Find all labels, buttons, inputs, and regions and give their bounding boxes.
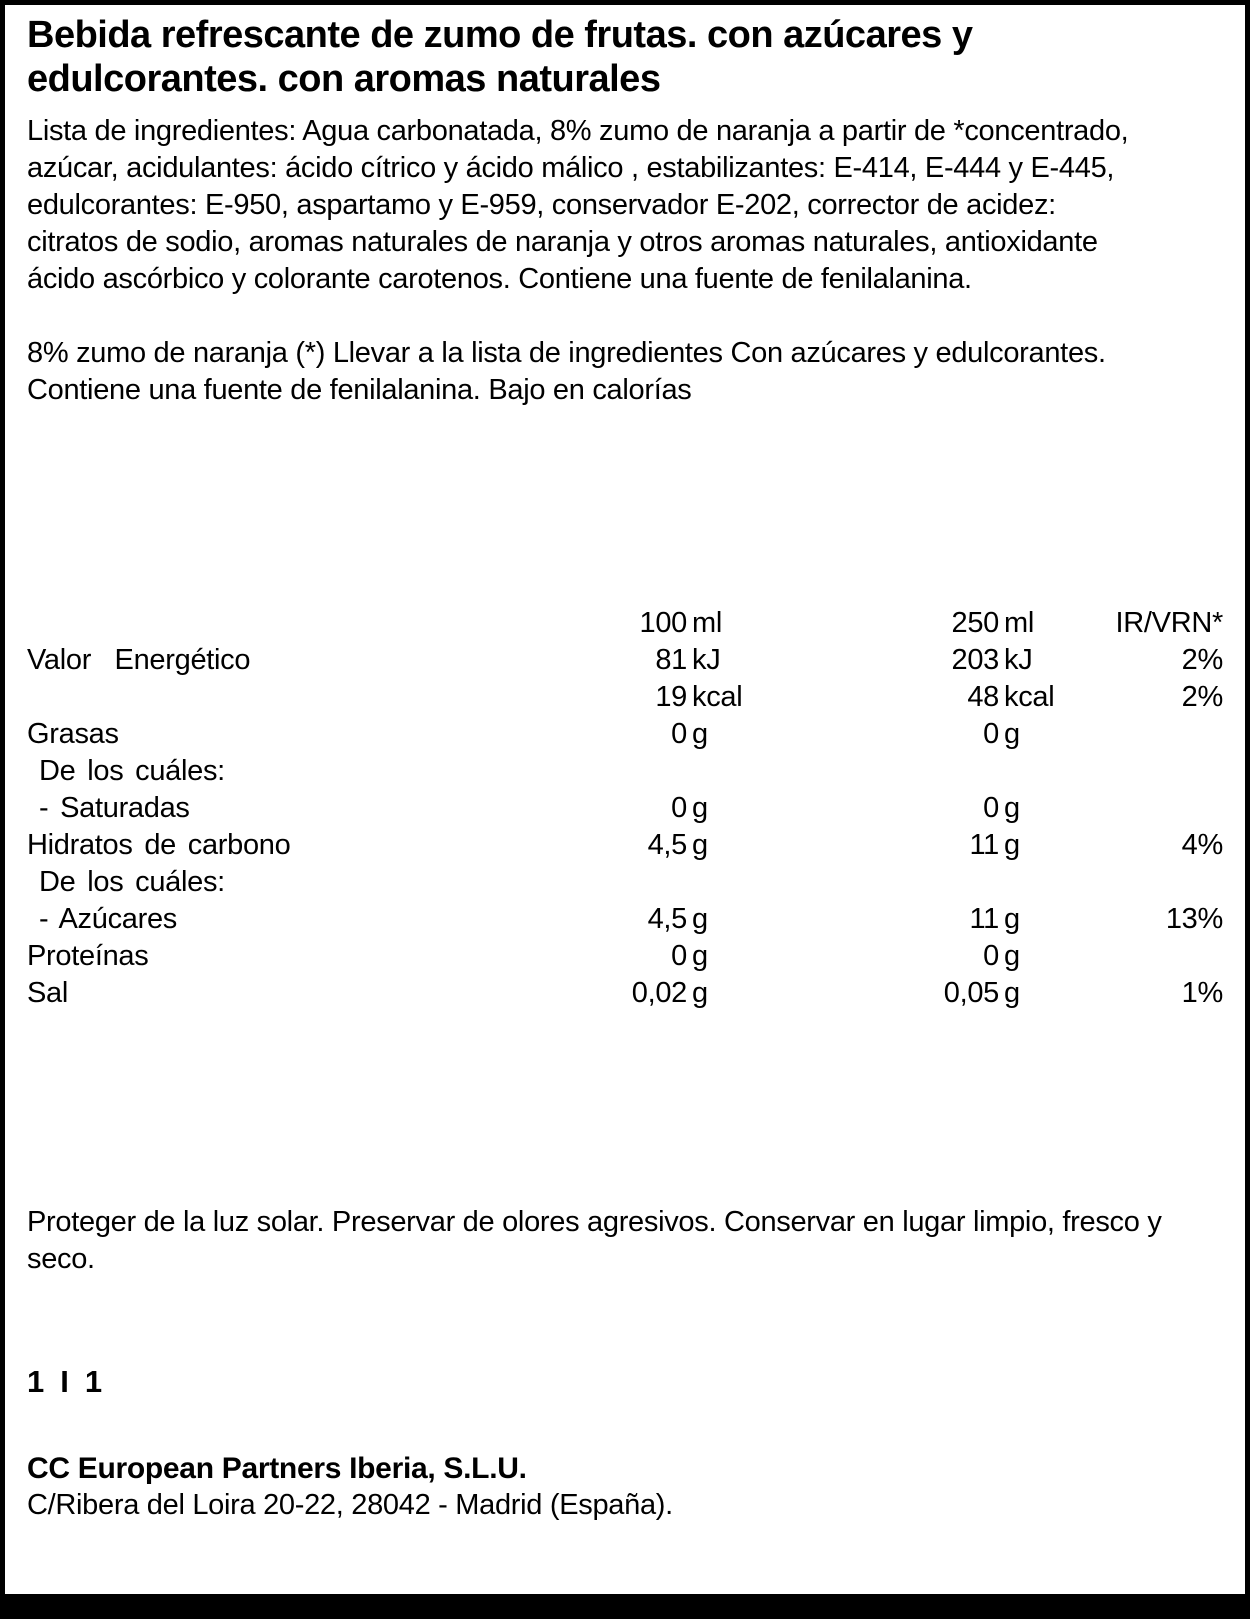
value-100ml: 0 bbox=[671, 940, 687, 972]
value-100ml: 81 bbox=[655, 644, 687, 676]
value-250ml bbox=[779, 864, 999, 901]
company-name: CC European Partners Iberia, S.L.U. bbox=[27, 1452, 527, 1485]
claims-text: 8% zumo de naranja (*) Llevar a la lista de ingredientes Con azúcares y edulcorantes. Contiene una fuente de fenilalanina. Bajo en calorías bbox=[27, 337, 1106, 406]
unit-250ml: kcal bbox=[1004, 681, 1055, 713]
ri-percent bbox=[1091, 790, 1223, 827]
table-row-carbohydrate bbox=[27, 827, 1223, 864]
header-serving-250-unit: ml bbox=[1004, 607, 1035, 639]
nutrient-label: Sal bbox=[27, 977, 69, 1009]
ri-percent bbox=[1091, 864, 1223, 901]
table-row-sugars bbox=[27, 901, 1223, 938]
unit-250ml bbox=[999, 864, 1091, 901]
header-serving-100-value: 100 bbox=[639, 607, 687, 639]
table-header-row bbox=[27, 605, 1223, 642]
nutrient-label: Grasas bbox=[27, 718, 119, 750]
unit-100ml: g bbox=[692, 903, 708, 935]
nutrient-label: De los cuáles: bbox=[39, 755, 225, 787]
unit-250ml: g bbox=[1004, 829, 1020, 861]
value-250ml: 0 bbox=[983, 940, 999, 972]
unit-100ml: kJ bbox=[692, 644, 721, 676]
unit-100ml: g bbox=[692, 792, 708, 824]
value-100ml bbox=[447, 864, 687, 901]
value-250ml: 0 bbox=[983, 718, 999, 750]
unit-100ml bbox=[687, 864, 779, 901]
nutrient-label: - Saturadas bbox=[39, 792, 190, 824]
value-100ml: 19 bbox=[655, 681, 687, 713]
nutrient-label: Hidratos de carbono bbox=[27, 829, 291, 861]
table-row-of-which-carbs bbox=[27, 864, 1223, 901]
table-row-saturates bbox=[27, 790, 1223, 827]
ri-percent bbox=[1091, 938, 1223, 975]
header-spacer bbox=[27, 605, 447, 642]
unit-250ml bbox=[999, 753, 1091, 790]
table-row-salt bbox=[27, 975, 1223, 1012]
value-100ml bbox=[447, 753, 687, 790]
unit-250ml: kJ bbox=[1004, 644, 1033, 676]
header-serving-250-value: 250 bbox=[951, 607, 999, 639]
unit-250ml: g bbox=[1004, 940, 1020, 972]
header-serving-100-unit: ml bbox=[692, 607, 723, 639]
value-100ml: 4,5 bbox=[647, 903, 687, 935]
value-100ml: 0 bbox=[671, 718, 687, 750]
nutrition-facts-table bbox=[27, 605, 1223, 1012]
ri-percent bbox=[1091, 716, 1223, 753]
unit-100ml: g bbox=[692, 940, 708, 972]
unit-100ml: g bbox=[692, 718, 708, 750]
value-100ml: 0 bbox=[671, 792, 687, 824]
value-250ml: 11 bbox=[969, 903, 999, 935]
nutrient-label bbox=[27, 679, 447, 716]
header-ri-label: IR/VRN* bbox=[1115, 607, 1223, 639]
page-title: Bebida refrescante de zumo de frutas. con azúcares y edulcorantes. con aromas naturales bbox=[27, 14, 973, 100]
unit-250ml: g bbox=[1004, 903, 1020, 935]
unit-100ml: g bbox=[692, 977, 708, 1009]
storage-instructions: Proteger de la luz solar. Preservar de olores agresivos. Conservar en lugar limpio, fresco y seco. bbox=[27, 1206, 1162, 1275]
table-row-energy-kj bbox=[27, 642, 1223, 679]
unit-250ml: g bbox=[1004, 792, 1020, 824]
unit-250ml: g bbox=[1004, 718, 1020, 750]
value-250ml: 203 bbox=[951, 644, 999, 676]
value-250ml: 11 bbox=[969, 829, 999, 861]
ri-percent: 4% bbox=[1181, 829, 1223, 861]
value-250ml bbox=[779, 753, 999, 790]
nutrient-label: Proteínas bbox=[27, 940, 149, 972]
unit-100ml: g bbox=[692, 829, 708, 861]
bottom-black-bar bbox=[5, 1594, 1245, 1614]
unit-100ml: kcal bbox=[692, 681, 743, 713]
value-100ml: 4,5 bbox=[647, 829, 687, 861]
value-250ml: 48 bbox=[967, 681, 999, 713]
lot-code: 1 I 1 bbox=[27, 1364, 102, 1399]
nutrient-label: Valor Energético bbox=[27, 644, 251, 676]
nutrient-label: De los cuáles: bbox=[39, 866, 225, 898]
table-row-fat bbox=[27, 716, 1223, 753]
unit-250ml: g bbox=[1004, 977, 1020, 1009]
ri-percent: 2% bbox=[1181, 644, 1223, 676]
ri-percent bbox=[1091, 753, 1223, 790]
unit-100ml bbox=[687, 753, 779, 790]
table-row-energy-kcal bbox=[27, 679, 1223, 716]
value-100ml: 0,02 bbox=[631, 977, 687, 1009]
table-row-protein bbox=[27, 938, 1223, 975]
nutrient-label: - Azúcares bbox=[39, 903, 177, 935]
table-row-of-which-fat bbox=[27, 753, 1223, 790]
ri-percent: 13% bbox=[1165, 903, 1223, 935]
company-address: C/Ribera del Loira 20-22, 28042 - Madrid (España). bbox=[27, 1489, 673, 1521]
value-250ml: 0,05 bbox=[943, 977, 999, 1009]
value-250ml: 0 bbox=[983, 792, 999, 824]
ri-percent: 1% bbox=[1181, 977, 1223, 1009]
ingredients-text: Lista de ingredientes: Agua carbonatada, 8% zumo de naranja a partir de *concentrado, azúcar, acidulantes: ácido cítrico y ácido málico , estabilizantes: E-414, E-444 y E-445, edulcorantes: E-950, aspartamo y E-959, conservador E-202, corrector de acidez: citratos de sodio, aromas naturales de naranja y otros aromas naturales, antioxidante ácido ascórbico y colorante carotenos. Contiene una fuente de fenilalanina. bbox=[27, 115, 1129, 295]
ri-percent: 2% bbox=[1181, 681, 1223, 713]
